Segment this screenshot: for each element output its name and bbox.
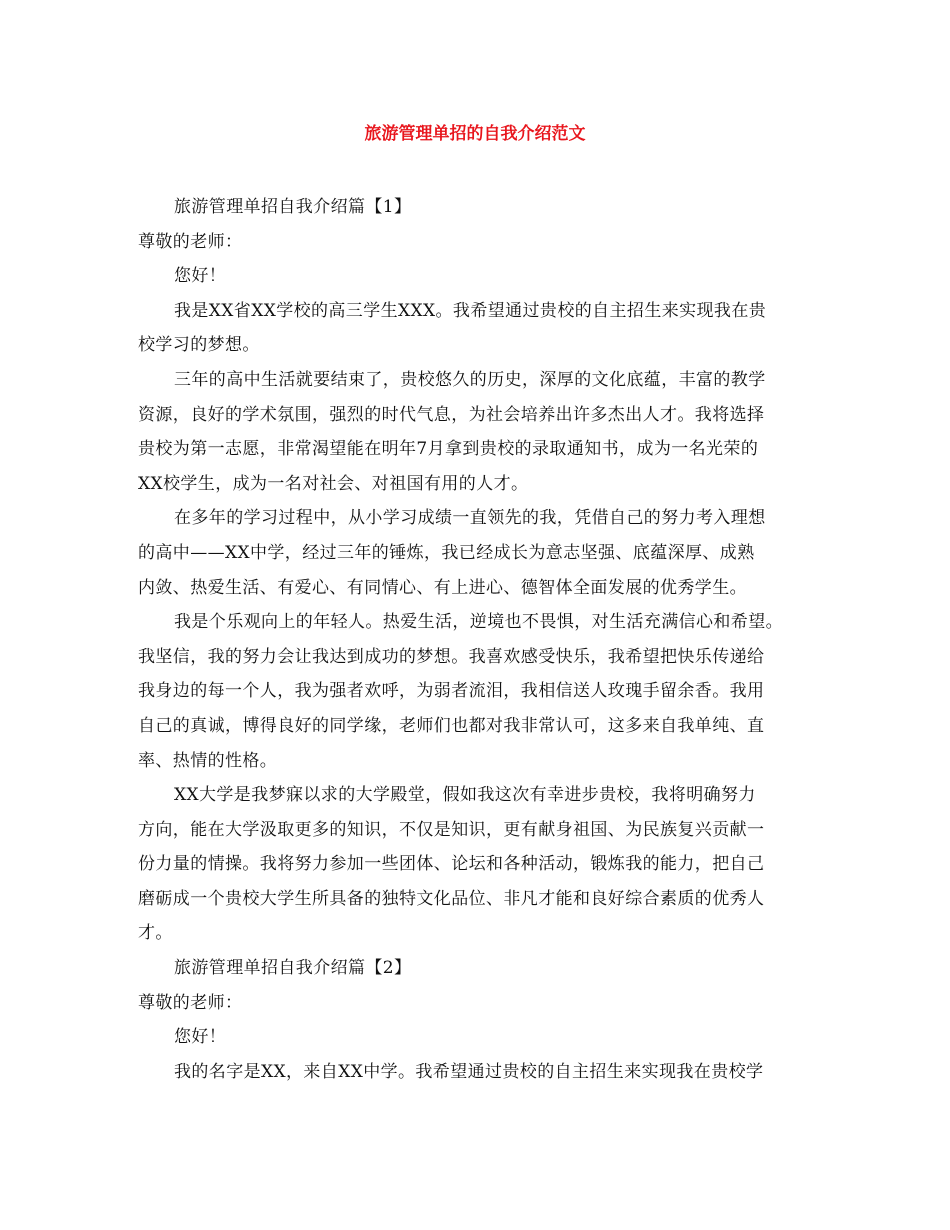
text-line: 贵校为第一志愿，非常渴望能在明年7月拿到贵校的录取通知书，成为一名光荣的 <box>138 439 759 460</box>
text-line: 在多年的学习过程中，从小学习成绩一直领先的我，凭借自己的努力考入理想 <box>174 508 766 529</box>
text-line: 我坚信，我的努力会让我达到成功的梦想。我喜欢感受快乐，我希望把快乐传递给 <box>138 646 765 667</box>
text-line: 校学习的梦想。 <box>138 335 260 356</box>
text-line: 才。 <box>138 923 173 944</box>
text-line: 份力量的情操。我将努力参加一些团体、论坛和各种活动，锻炼我的能力，把自己 <box>138 854 765 875</box>
text-line: 三年的高中生活就要结束了，贵校悠久的历史，深厚的文化底蕴，丰富的教学 <box>174 369 766 390</box>
text-line: 您好！ <box>174 266 227 287</box>
text-line: 我是个乐观向上的年轻人。热爱生活，逆境也不畏惧，对生活充满信心和希望。 <box>174 612 783 633</box>
text-line: XX校学生，成为一名对社会、对祖国有用的人才。 <box>138 473 529 494</box>
text-line: 方向，能在大学汲取更多的知识，不仅是知识，更有献身祖国、为民族复兴贡献一 <box>138 819 765 840</box>
document-body <box>138 190 822 1089</box>
text-line: XX大学是我梦寐以求的大学殿堂，假如我这次有幸进步贵校，我将明确努力 <box>174 785 756 806</box>
text-line: 旅游管理单招自我介绍篇【1】 <box>174 197 412 217</box>
text-line: 我是XX省XX学校的高三学生XXX。我希望通过贵校的自主招生来实现我在贵 <box>174 300 767 321</box>
text-line: 尊敬的老师： <box>138 992 243 1013</box>
text-line: 我的名字是XX，来自XX中学。我希望通过贵校的自主招生来实现我在贵校学 <box>174 1061 764 1082</box>
text-line: 旅游管理单招自我介绍篇【2】 <box>174 958 412 979</box>
text-line: 的高中——XX中学，经过三年的锤炼，我已经成长为意志坚强、底蕴深厚、成熟 <box>138 542 755 563</box>
text-line: 资源，良好的学术氛围，强烈的时代气息，为社会培养出许多杰出人才。我将选择 <box>138 404 765 425</box>
text-line: 您好！ <box>174 1027 227 1048</box>
text-line: 我身边的每一个人，我为强者欢呼，为弱者流泪，我相信送人玫瑰手留余香。我用 <box>138 681 765 702</box>
text-line: 率、热情的性格。 <box>138 750 278 771</box>
text-line: 自己的真诚，博得良好的同学缘，老师们也都对我非常认可，这多来自我单纯、直 <box>138 715 765 736</box>
text-line: 内敛、热爱生活、有爱心、有同情心、有上进心、德智体全面发展的优秀学生。 <box>138 577 747 598</box>
text-line: 尊敬的老师： <box>138 231 243 252</box>
text-line: 磨砺成一个贵校大学生所具备的独特文化品位、非凡才能和良好综合素质的优秀人 <box>138 888 765 909</box>
document-title: 旅游管理单招的自我介绍范文 <box>364 124 586 144</box>
